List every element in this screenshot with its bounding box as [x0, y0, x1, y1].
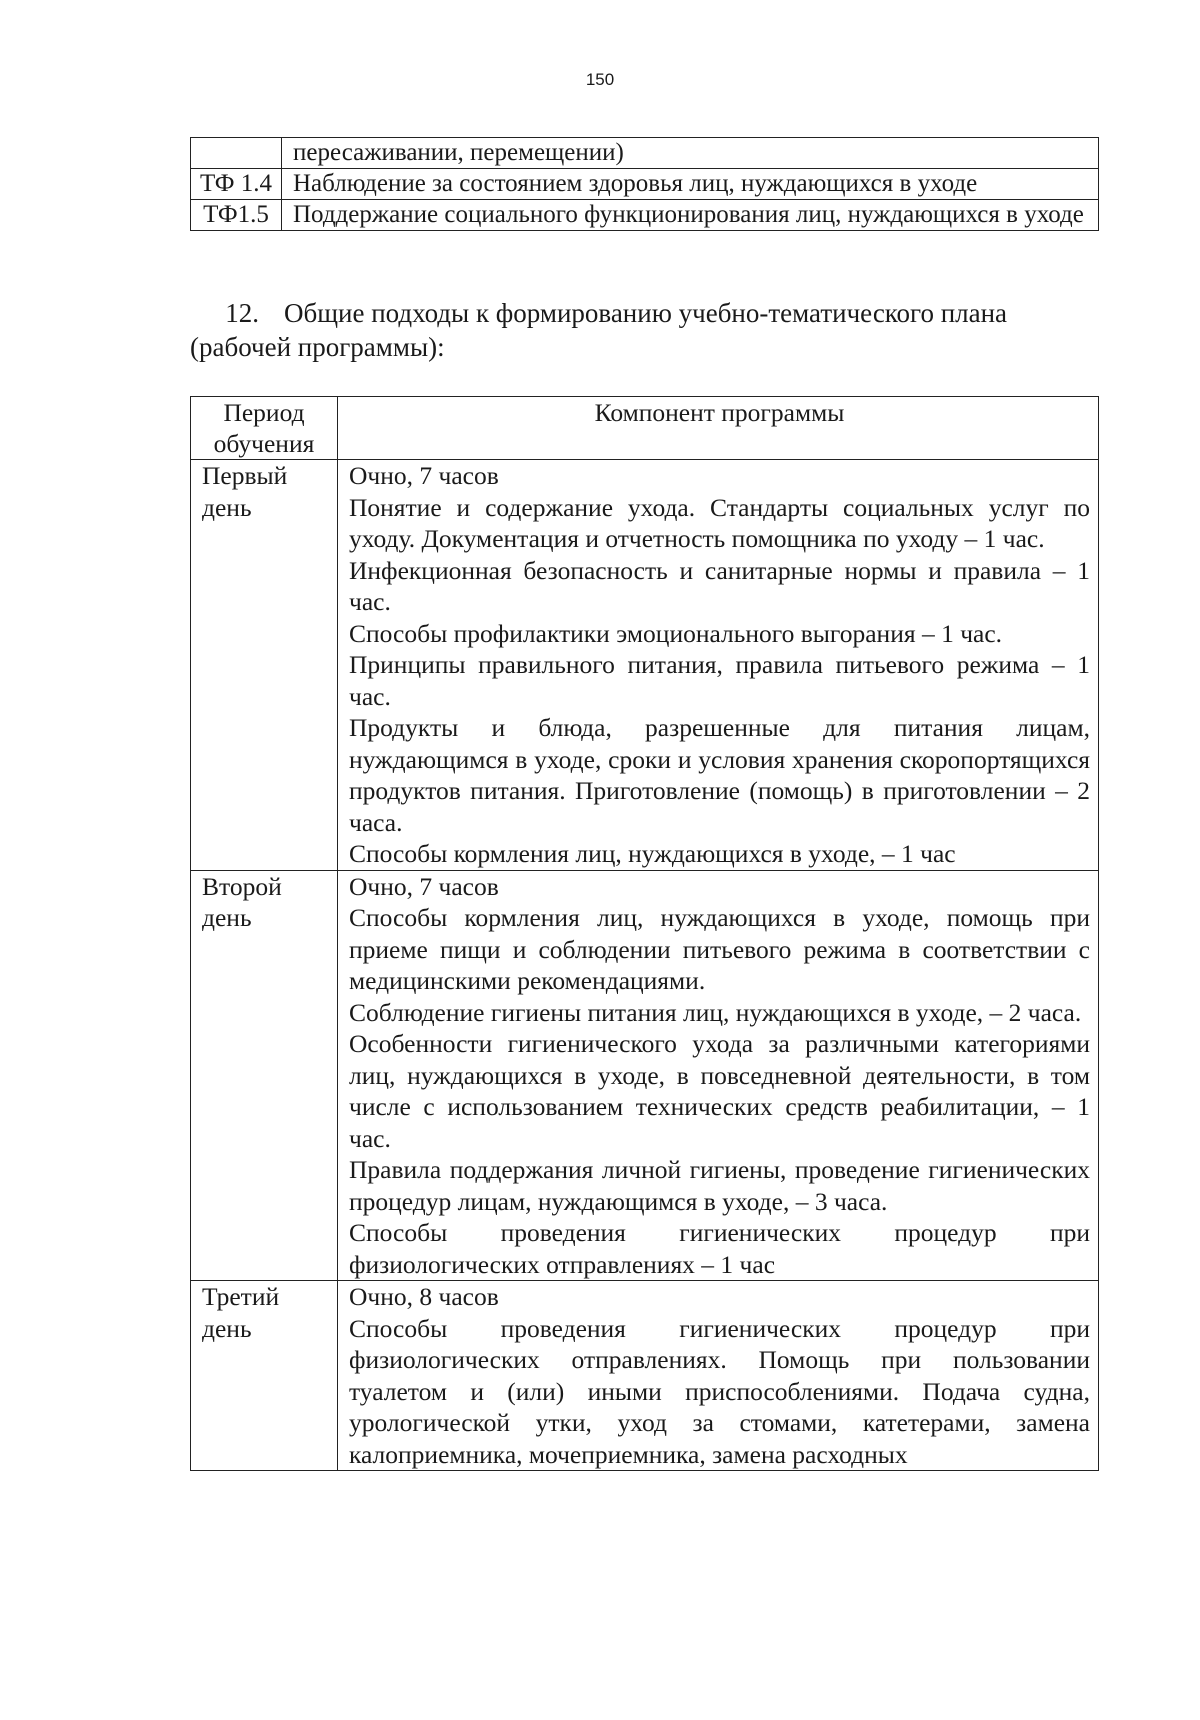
function-text: Наблюдение за состоянием здоровья лиц, нуждающихся в уходе — [282, 169, 1099, 200]
component-item: Очно, 8 часов — [349, 1282, 499, 1311]
component-item: Способы кормления лиц, нуждающихся в уходе, – 1 час — [349, 839, 956, 868]
table-header-row — [191, 397, 1099, 460]
table-row — [191, 1281, 1099, 1471]
component-item: Понятие и содержание ухода. Стандарты социальных услуг по уходу. Документация и отчетность помощника по уходу – 1 час. — [349, 492, 1090, 553]
header-component: Компонент программы — [338, 397, 1099, 460]
component-item: Очно, 7 часов — [349, 461, 499, 490]
table-row — [191, 138, 1099, 169]
function-text: Поддержание социального функционирования лиц, нуждающихся в уходе — [282, 200, 1099, 231]
component-cell — [338, 870, 1099, 1281]
table-row — [191, 460, 1099, 871]
component-cell — [338, 1281, 1099, 1471]
component-item: Инфекционная безопасность и санитарные нормы и правила – 1 час. — [349, 555, 1090, 616]
labor-functions-table — [190, 137, 1099, 231]
period-cell: Первый день — [191, 460, 338, 871]
component-item: Правила поддержания личной гигиены, проведение гигиенических процедур лицам, нуждающимся в уходе, – 3 часа. — [349, 1155, 1090, 1216]
component-item: Способы проведения гигиенических процедур при физиологических отправлениях. Помощь при пользовании туалетом и (или) иными приспособлениями. Подача судна, урологической утки, уход за стомами, катетерами, замена калоприемника, мочеприемника, замена расходных — [349, 1313, 1090, 1469]
section-heading — [190, 296, 1099, 364]
curriculum-table — [190, 396, 1099, 1471]
component-cell — [338, 460, 1099, 871]
table-row — [191, 200, 1099, 231]
table-row — [191, 870, 1099, 1281]
period-cell: Третий день — [191, 1281, 338, 1471]
function-code: ТФ1.5 — [191, 200, 282, 231]
component-item: Особенности гигиенического ухода за различными категориями лиц, нуждающихся в уходе, в повседневной деятельности, в том числе с использованием технических средств реабилитации, – 1 час. — [349, 1029, 1090, 1153]
page-number: 150 — [585, 70, 615, 89]
component-item: Способы проведения гигиенических процедур при физиологических отправлениях – 1 час — [349, 1218, 1090, 1279]
component-item: Продукты и блюда, разрешенные для питания лицам, нуждающимся в уходе, сроки и условия хранения скоропортящихся продуктов питания. Приготовление (помощь) в приготовлении – 2 часа. — [349, 713, 1090, 837]
period-cell: Второй день — [191, 870, 338, 1281]
component-item: Способы кормления лиц, нуждающихся в уходе, помощь при приеме пищи и соблюдении питьевого режима в соответствии с медицинскими рекомендациями. — [349, 903, 1090, 995]
function-text: пересаживании, перемещении) — [282, 138, 1099, 169]
function-code — [191, 138, 282, 169]
component-item: Соблюдение гигиены питания лиц, нуждающихся в уходе, – 2 часа. — [349, 997, 1082, 1027]
component-item: Способы профилактики эмоционального выгорания – 1 час. — [349, 618, 1003, 648]
table-row — [191, 169, 1099, 200]
section-title: Общие подходы к формированию учебно-тематического плана (рабочей программы): — [190, 298, 1008, 362]
header-period: Период обучения — [191, 397, 338, 460]
component-item: Очно, 7 часов — [349, 871, 499, 901]
section-number: 12. — [225, 298, 259, 328]
function-code: ТФ 1.4 — [191, 169, 282, 200]
component-item: Принципы правильного питания, правила питьевого режима – 1 час. — [349, 650, 1090, 711]
